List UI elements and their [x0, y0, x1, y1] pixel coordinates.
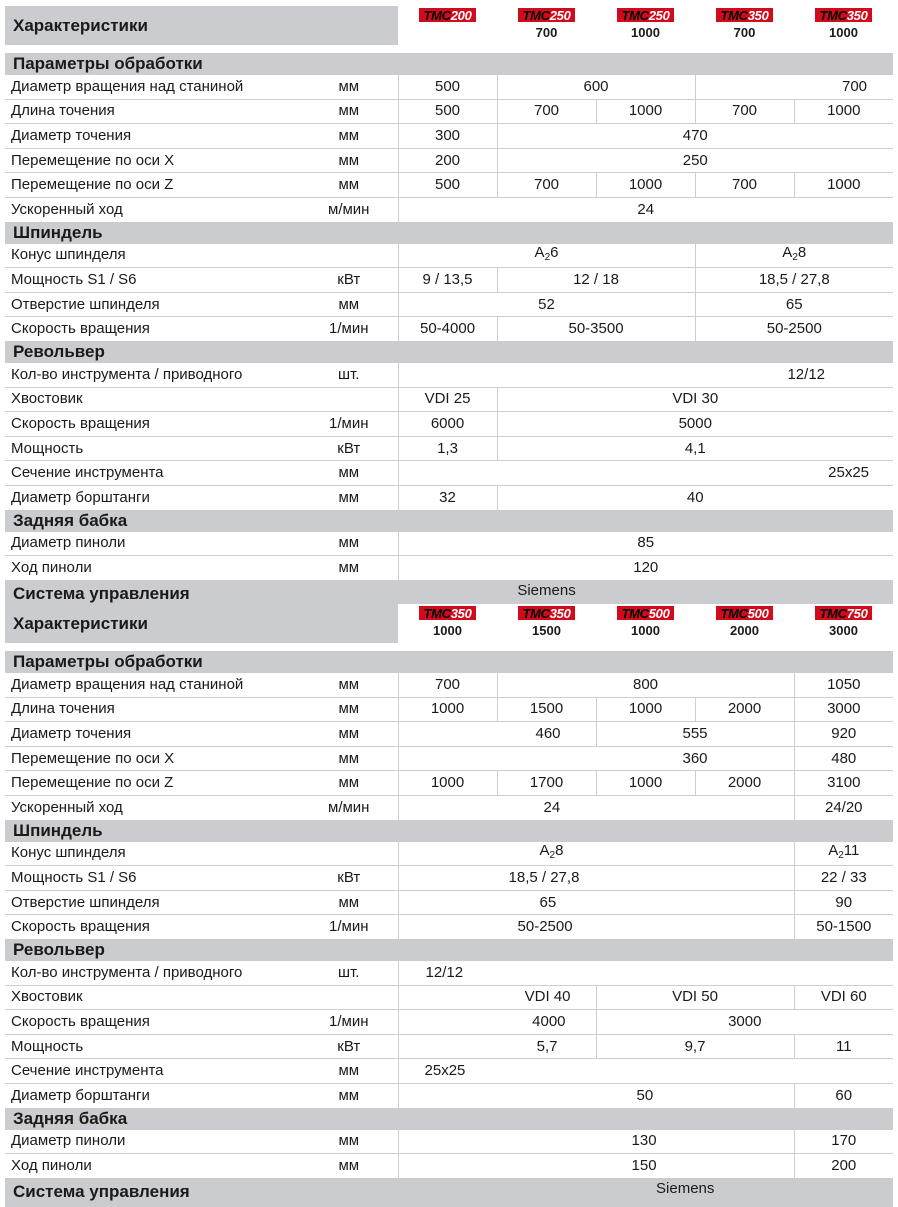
table-row: Кол-во инструмента / приводного шт. 12/12	[5, 363, 893, 387]
table-row: Скорость вращения 1/мин 4000 3000	[5, 1010, 893, 1035]
table-row	[5, 1178, 893, 1207]
section-processing: Параметры обработки	[5, 53, 893, 75]
table-title: Характеристики	[5, 6, 398, 45]
table-row: Скорость вращения 1/мин 50-2500 50-1500	[5, 915, 893, 939]
table-row: Диаметр борштанги мм 32 40	[5, 485, 893, 509]
tmc-logo: TMC500	[617, 606, 673, 620]
table-row: Диаметр пиноли мм 130 170	[5, 1130, 893, 1154]
section-control: Система управления	[5, 1178, 398, 1207]
table-row: Хвостовик VDI 25 VDI 30	[5, 387, 893, 412]
table-row: Перемещение по оси Z мм 500 700 1000 700 1000	[5, 173, 893, 198]
tmc-logo: TMC350	[716, 8, 772, 22]
section-turret: Револьвер	[5, 341, 893, 363]
table-row: Скорость вращения 1/мин 6000 5000	[5, 412, 893, 437]
table-row: Сечение инструмента мм 25x25	[5, 1059, 893, 1084]
table-row: Кол-во инструмента / приводного шт. 12/12	[5, 961, 893, 985]
table-row: Диаметр борштанги мм 50 60	[5, 1083, 893, 1107]
model-header: TMC350 1000	[398, 604, 497, 643]
table-row: Отверстие шпинделя мм 65 90	[5, 890, 893, 915]
control-value: Siemens	[398, 580, 695, 609]
table-row: Ход пиноли мм 150 200	[5, 1154, 893, 1178]
tmc-logo: TMC250	[518, 8, 574, 22]
table-row: Мощность S1 / S6 кВт 9 / 13,5 12 / 18 18,5 / 27,8	[5, 268, 893, 293]
section-turret: Револьвер	[5, 939, 893, 961]
tmc-logo: TMC750	[815, 606, 871, 620]
table-row: Мощность S1 / S6 кВт 18,5 / 27,8 22 / 33	[5, 866, 893, 891]
model-header: TMC250 700	[497, 6, 596, 45]
model-header: TMC500 2000	[695, 604, 794, 643]
spec-table-1	[5, 6, 890, 609]
table-row: Диаметр точения мм 460 555 920	[5, 722, 893, 747]
section-spindle: Шпиндель	[5, 820, 893, 842]
table-row: Длина точения мм 500 700 1000 700 1000	[5, 99, 893, 124]
model-header: TMC350 1500	[497, 604, 596, 643]
tmc-logo: TMC500	[716, 606, 772, 620]
table-row: Ускоренный ход м/мин 24	[5, 197, 893, 221]
table-row: Длина точения мм 1000 1500 1000 2000 3000	[5, 697, 893, 722]
table-row: Ход пиноли мм 120	[5, 556, 893, 580]
table-row: Скорость вращения 1/мин 50-4000 50-3500 50-2500	[5, 317, 893, 341]
tmc-logo: TMC350	[518, 606, 574, 620]
tmc-logo: TMC350	[419, 606, 475, 620]
table-row: Ускоренный ход м/мин 24 24/20	[5, 795, 893, 819]
table-row: Отверстие шпинделя мм 52 65	[5, 292, 893, 317]
table-row: Хвостовик VDI 40 VDI 50 VDI 60	[5, 985, 893, 1010]
table-row: Диаметр вращения над станиной мм 500 600 700	[5, 75, 893, 99]
model-header: TMC250 1000	[596, 6, 695, 45]
table-row: Диаметр точения мм 300 470	[5, 124, 893, 149]
model-header: TMC750 3000	[794, 604, 893, 643]
table-row: Диаметр вращения над станиной мм 700 800 1050	[5, 673, 893, 697]
table-row: Конус шпинделя $A_26$ $A_28$	[5, 244, 893, 268]
model-header: TMC350 700	[695, 6, 794, 45]
model-header: TMC500 1000	[596, 604, 695, 643]
section-spindle: Шпиндель	[5, 222, 893, 244]
table-row: Мощность кВт 1,3 4,1	[5, 436, 893, 461]
model-header	[398, 6, 497, 45]
control-value: Siemens	[398, 1178, 893, 1207]
table-row: Диаметр пиноли мм 85	[5, 532, 893, 556]
table-row: Мощность кВт 5,7 9,7 11	[5, 1034, 893, 1059]
table-row: Сечение инструмента мм 25x25	[5, 461, 893, 486]
table-title: Характеристики	[5, 604, 398, 643]
tmc-logo: TMC200	[419, 8, 475, 22]
table-row: Перемещение по оси X мм 360 480	[5, 746, 893, 771]
model-header: TMC350 1000	[794, 6, 893, 45]
table-row: Конус шпинделя $A_28$ $A_211$	[5, 842, 893, 866]
table-row: Перемещение по оси Z мм 1000 1700 1000 2000 3100	[5, 771, 893, 796]
tmc-logo: TMC350	[815, 8, 871, 22]
section-processing: Параметры обработки	[5, 651, 893, 673]
tmc-logo: TMC250	[617, 8, 673, 22]
section-tailstock: Задняя бабка	[5, 1108, 893, 1130]
section-tailstock: Задняя бабка	[5, 510, 893, 532]
table-row: Перемещение по оси X мм 200 250	[5, 148, 893, 173]
spec-table-2	[5, 604, 890, 1207]
section-control: Система управления	[5, 580, 398, 609]
